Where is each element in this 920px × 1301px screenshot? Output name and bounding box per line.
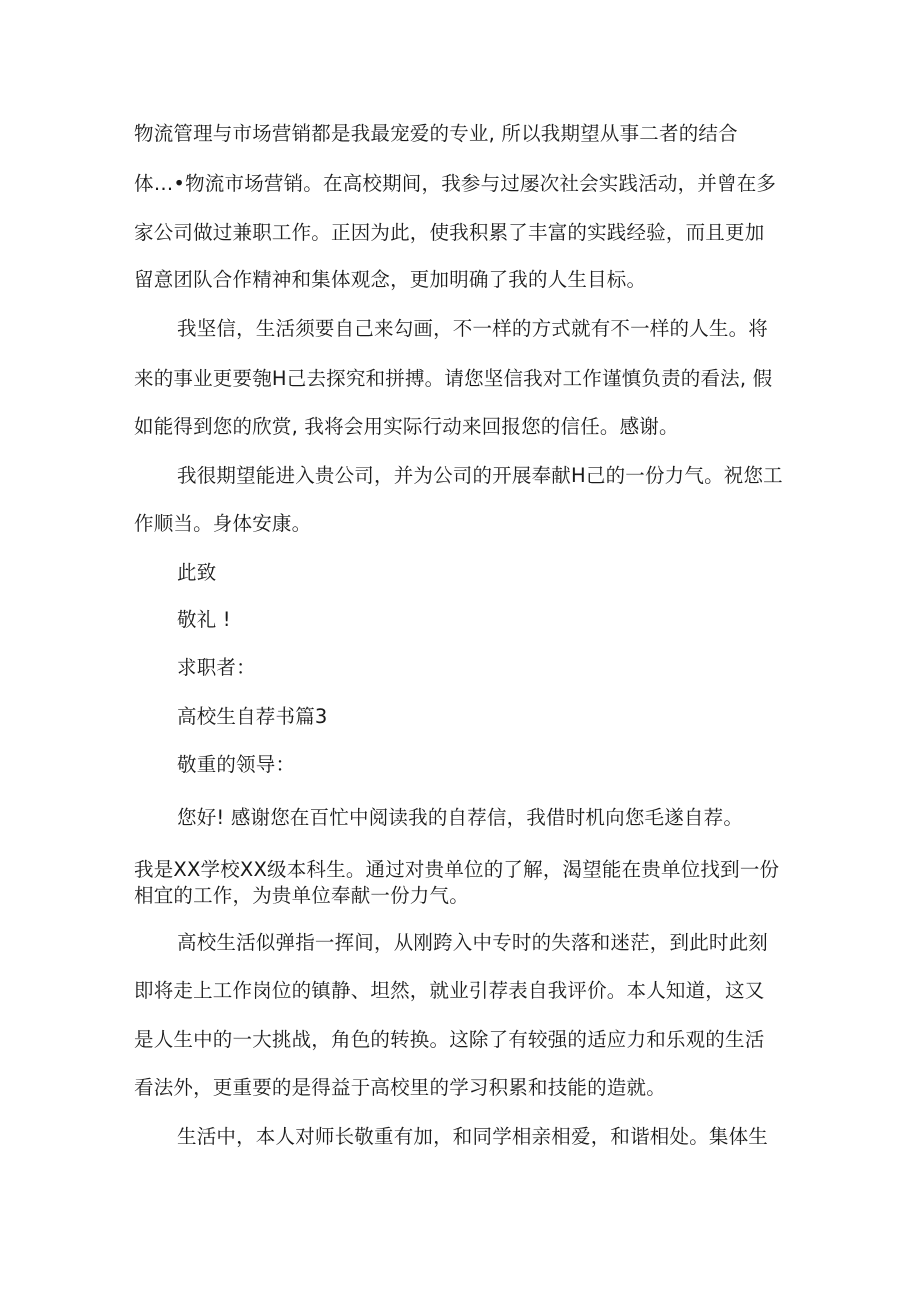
- closing-line-2: 敬礼 !: [177, 608, 231, 631]
- salutation: 敬重的领导：: [177, 753, 296, 776]
- paragraph-5-line-1: 高校生活似弹指一挥间，从刚跨入中专时的失落和迷茫，到此时此刻: [177, 931, 769, 954]
- paragraph-1-line-4: 留意团队合作精神和集体观念，更加明确了我的人生目标。: [134, 268, 647, 291]
- paragraph-1-line-3: 家公司做过兼职工作。正因为此，使我积累了丰富的实践经验，而且更加: [134, 221, 765, 244]
- paragraph-2-line-2: 来的事业更要匏H己去探究和拼搏。请您坚信我对工作谨慎负责的看法, 假: [134, 367, 773, 390]
- paragraph-5-line-2: 即将走上工作岗位的镇静、坦然，就业引荐表自我评价。本人知道，这又: [134, 979, 765, 1002]
- paragraph-5-line-3: 是人生中的一大挑战，角色的转换。这除了有较强的适应力和乐观的生活: [134, 1028, 765, 1051]
- paragraph-2-line-1: 我坚信，生活须要自己来勾画，不一样的方式就有不一样的人生。将: [177, 317, 769, 340]
- paragraph-3-line-2: 作顺当。身体安康。: [134, 512, 312, 535]
- paragraph-4-line-2: 相宜的工作，为贵单位奉献一份力气。: [134, 884, 469, 907]
- closing-line-1: 此致: [177, 561, 217, 584]
- paragraph-6-line-1: 生活中，本人对师长敬重有加，和同学相亲相爱，和谐相处。集体生: [177, 1125, 769, 1148]
- paragraph-1-line-1: 物流管理与市场营销都是我最宠爱的专业, 所以我期望从事二者的结合: [134, 122, 738, 145]
- paragraph-1-line-2: 体…•物流市场营销。在高校期间，我参与过屡次社会实践活动，并曾在多: [134, 172, 777, 195]
- paragraph-2-line-3: 如能得到您的欣赏, 我将会用实际行动来回报您的信任。感谢。: [134, 415, 679, 438]
- greeting-line: 您好! 感谢您在百忙中阅读我的自荐信，我借时机向您毛遂自荐。: [177, 806, 744, 829]
- paragraph-5-line-4: 看法外，更重要的是得益于高校里的学习积累和技能的造就。: [134, 1076, 666, 1099]
- section-title: 高校生自荐书篇3: [177, 705, 328, 728]
- paragraph-3-line-1: 我很期望能进入贵公司，并为公司的开展奉献H己的一份力气。祝您工: [177, 464, 783, 487]
- paragraph-4-line-1: 我是XX学校XX级本科生。通过对贵单位的了解，渴望能在贵单位找到一份: [134, 858, 780, 881]
- signature-line: 求职者：: [177, 656, 256, 679]
